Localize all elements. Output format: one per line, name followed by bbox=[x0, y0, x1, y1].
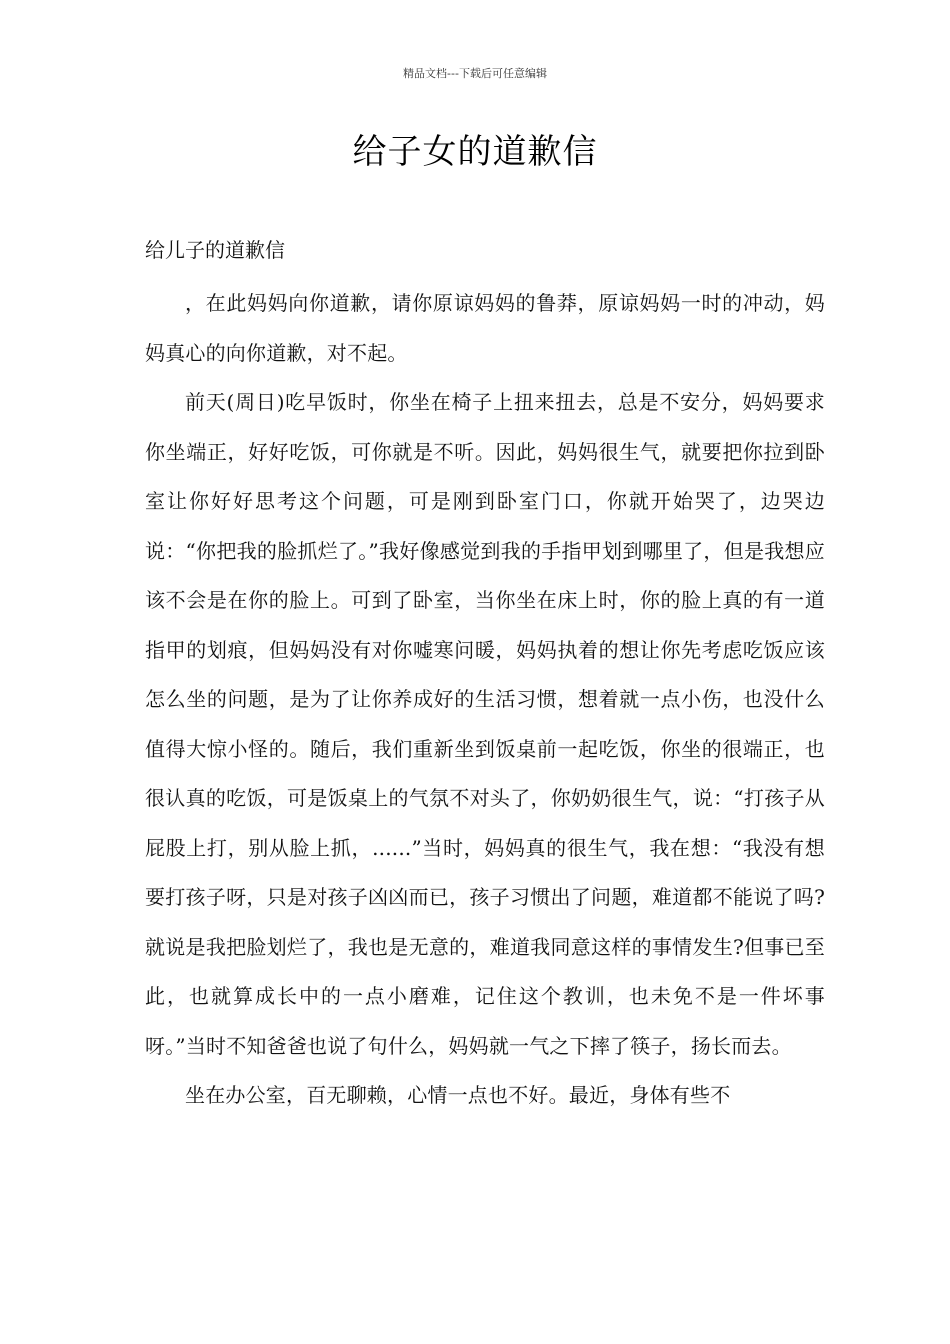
letter-subtitle: 给儿子的道歉信 bbox=[145, 238, 285, 262]
letter-body bbox=[145, 279, 825, 1121]
document-title: 给子女的道歉信 bbox=[352, 132, 598, 172]
paragraph-3: 坐在办公室，百无聊赖，心情一点也不好。最近，身体有些不 bbox=[185, 1083, 731, 1107]
page-header: 精品文档---下载后可任意编辑 bbox=[403, 67, 547, 80]
paragraph-1: ，在此妈妈向你道歉，请你原谅妈妈的鲁莽，原谅妈妈一时的冲动，妈妈真心的向你道歉，对不起。 bbox=[145, 291, 825, 365]
paragraph-2: 前天(周日)吃早饭时，你坐在椅子上扭来扭去，总是不安分，妈妈要求你坐端正，好好吃饭，可你就是不听。因此，妈妈很生气，就要把你拉到卧室让你好好思考这个问题，可是刚到卧室门口，你就开始哭了，边哭边说：“你把我的脸抓烂了。”我好像感觉到我的手指甲划到哪里了，但是我想应该不会是在你的脸上。可到了卧室，当你坐在床上时，你的脸上真的有一道指甲的划痕，但妈妈没有对你嘘寒问暖，妈妈执着的想让你先考虑吃饭应该怎么坐的问题，是为了让你养成好的生活习惯，想着就一点小伤，也没什么值得大惊小怪的。随后，我们重新坐到饭桌前一起吃饭，你坐的很端正，也很认真的吃饭，可是饭桌上的气氛不对头了，你奶奶很生气，说：“打孩子从屁股上打，别从脸上抓，......”当时，妈妈真的很生气，我在想：“我没有想要打孩子呀，只是对孩子凶凶而已，孩子习惯出了问题，难道都不能说了吗?就说是我把脸划烂了，我也是无意的，难道我同意这样的事情发生?但事已至此，也就算成长中的一点小磨难，记住这个教训，也未免不是一件坏事呀。”当时不知爸爸也说了句什么，妈妈就一气之下摔了筷子，扬长而去。 bbox=[145, 390, 825, 1058]
